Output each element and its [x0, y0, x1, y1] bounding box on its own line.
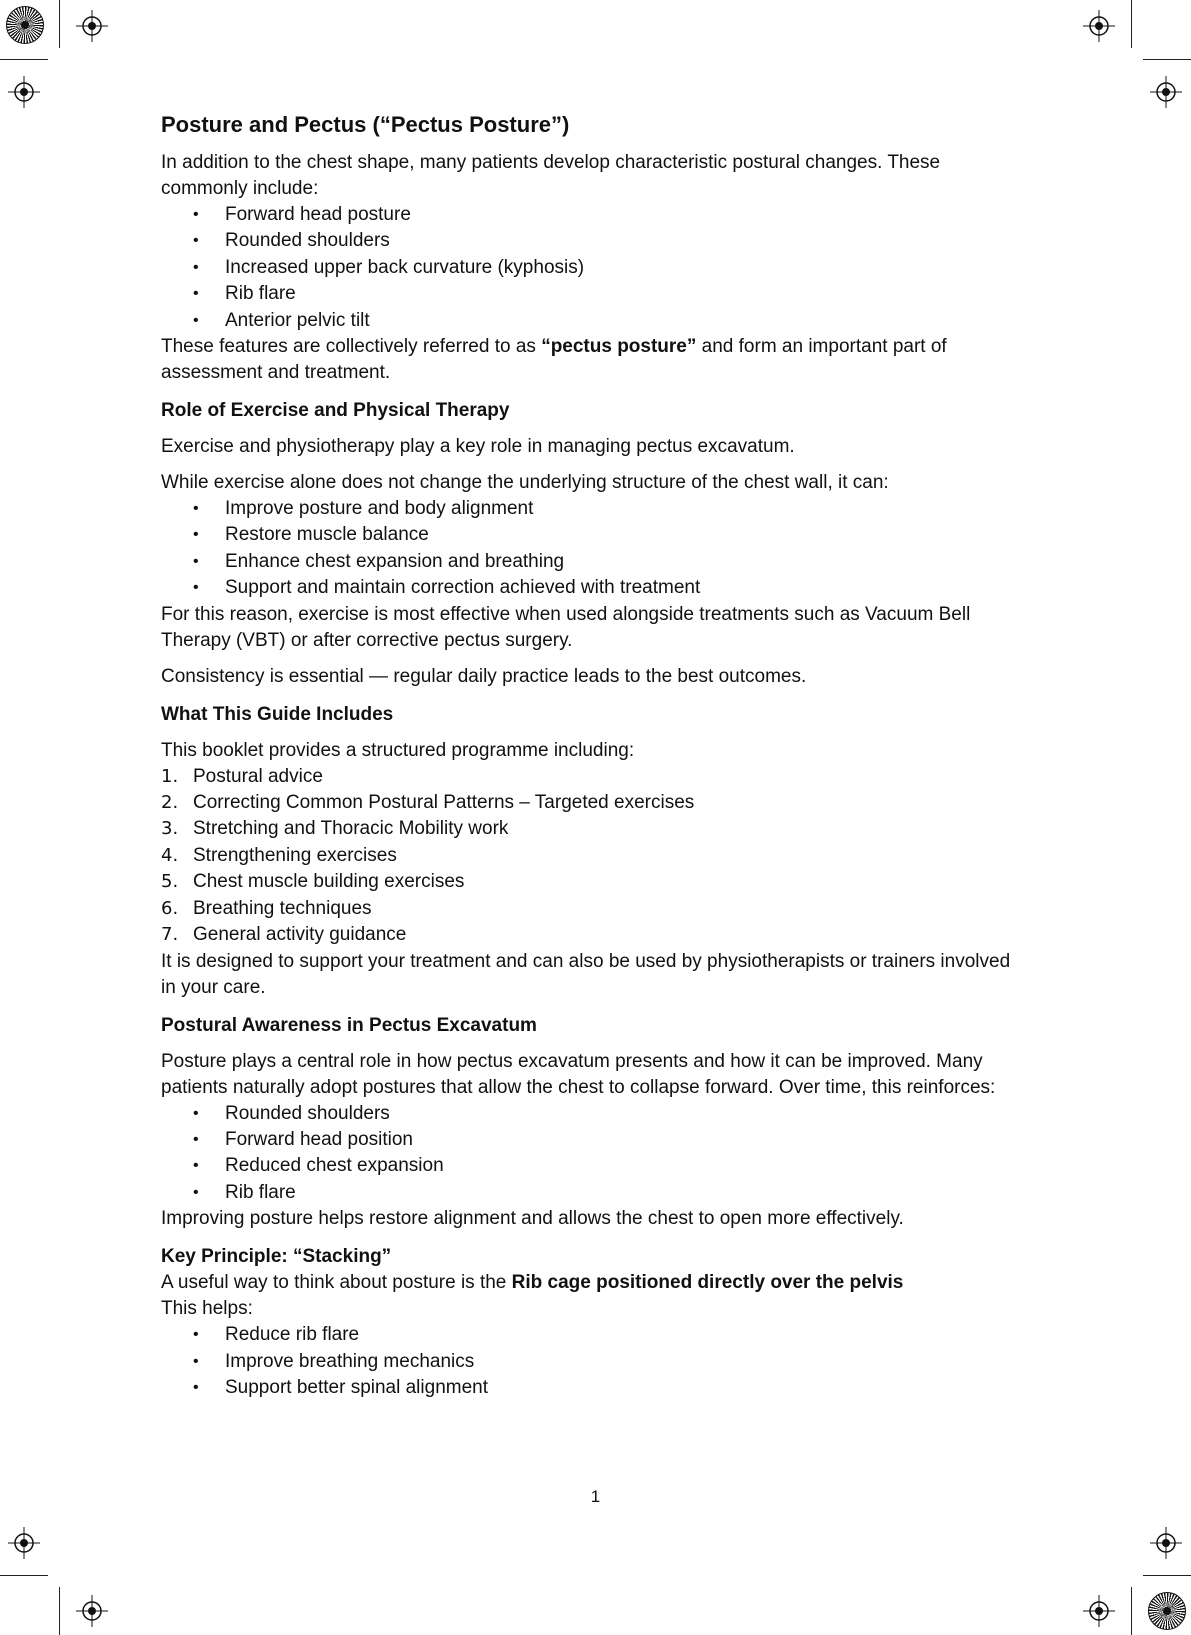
crop-mark [0, 1575, 48, 1576]
list-item: • Rib flare [193, 1180, 1021, 1206]
list-text: Strengthening exercises [193, 844, 397, 866]
list-number: 5. [161, 871, 179, 893]
crosshair-icon [1150, 76, 1182, 108]
section-title-stacking: Key Principle: “Stacking” [161, 1246, 392, 1268]
list-number: 6. [161, 897, 179, 919]
list-item: • Rounded shoulders [193, 228, 1021, 254]
crop-mark [1131, 0, 1132, 48]
list-item: • Forward head posture [193, 202, 1021, 228]
section-title-postural-awareness: Postural Awareness in Pectus Excavatum [161, 1014, 537, 1036]
list-item: • Restore muscle balance [193, 522, 1021, 548]
list-item [161, 869, 1021, 895]
numbered-list-programme [161, 764, 1021, 949]
list-number: 2. [161, 792, 179, 814]
paragraph: Exercise and physiotherapy play a key role in managing pectus excavatum. [161, 436, 795, 458]
bullet-list-exercise-benefits [161, 496, 1021, 602]
list-number: 4. [161, 844, 179, 866]
text-run: A useful way to think about posture is the [161, 1272, 512, 1294]
crosshair-icon [8, 1527, 40, 1559]
crosshair-icon [76, 1595, 108, 1627]
list-item [161, 764, 1021, 790]
crosshair-icon [1083, 1595, 1115, 1627]
list-item: • Support and maintain correction achieved with treatment [193, 575, 1021, 601]
paragraph: For this reason, exercise is most effective when used alongside treatments such as Vacuum Bell Therapy (VBT) or after corrective pectus surgery. [161, 603, 971, 651]
list-number: 3. [161, 818, 179, 840]
section-title-exercise-role: Role of Exercise and Physical Therapy [161, 400, 510, 422]
paragraph: In addition to the chest shape, many patients develop characteristic postural changes. These commonly include: [161, 152, 941, 199]
list-item: • Forward head position [193, 1127, 1021, 1153]
list-item [161, 843, 1021, 869]
paragraph: It is designed to support your treatment and can also be used by physiotherapists or trainers involved in your care. [161, 950, 1011, 998]
list-text: Stretching and Thoracic Mobility work [193, 818, 509, 840]
list-item [161, 922, 1021, 948]
bold-term: “pectus posture” [541, 336, 697, 358]
list-text: Breathing techniques [193, 897, 372, 919]
crop-mark [0, 59, 48, 60]
paragraph: While exercise alone does not change the underlying structure of the chest wall, it can: [161, 472, 889, 494]
radial-registration-mark-bottom-right [1148, 1592, 1186, 1630]
crop-mark [59, 1587, 60, 1635]
list-text: Postural advice [193, 765, 323, 787]
list-item: • Reduce rib flare [193, 1322, 1021, 1348]
section-title-guide-contents: What This Guide Includes [161, 703, 394, 725]
radial-registration-mark-top-left [6, 6, 44, 44]
list-number: 1. [161, 765, 179, 787]
text-run: and form an important part of assessment and treatment. [161, 336, 947, 384]
crop-mark [1143, 1575, 1191, 1576]
crosshair-icon [1150, 1527, 1182, 1559]
paragraph: This booklet provides a structured programme including: [161, 739, 635, 761]
crosshair-icon [76, 10, 108, 42]
paragraph [161, 334, 1021, 386]
crosshair-icon [1083, 10, 1115, 42]
list-item: • Improve posture and body alignment [193, 496, 1021, 522]
crop-mark [1143, 59, 1191, 60]
paragraph: Improving posture helps restore alignment and allows the chest to open more effectively. [161, 1208, 904, 1230]
section-title-pectus-posture: Posture and Pectus (“Pectus Posture”) [161, 112, 570, 137]
list-number: 7. [161, 924, 179, 946]
paragraph: This helps: [161, 1298, 253, 1320]
list-text: General activity guidance [193, 924, 407, 946]
page-number: 1 [590, 1487, 601, 1506]
list-text: Correcting Common Postural Patterns – Targeted exercises [193, 792, 695, 814]
bullet-list-reinforced-patterns [161, 1101, 1021, 1207]
list-item: • Rib flare [193, 281, 1021, 307]
crosshair-icon [8, 76, 40, 108]
crop-mark [1131, 1587, 1132, 1635]
bold-term: Rib cage positioned directly over the pelvis [511, 1272, 904, 1294]
list-item: • Improve breathing mechanics [193, 1349, 1021, 1375]
list-item: • Anterior pelvic tilt [193, 308, 1021, 334]
text-run: These features are collectively referred to as [161, 336, 542, 358]
bullet-list-stacking-benefits [161, 1322, 1021, 1401]
list-item: • Support better spinal alignment [193, 1375, 1021, 1401]
list-item [161, 790, 1021, 816]
list-item [161, 816, 1021, 842]
document-body [161, 110, 1021, 1401]
paragraph [161, 1270, 1021, 1296]
list-item: • Increased upper back curvature (kyphosis) [193, 255, 1021, 281]
list-item [161, 896, 1021, 922]
paragraph: Posture plays a central role in how pectus excavatum presents and how it can be improved. Many patients naturally adopt postures that allow the chest to collapse forward. Over time, this reinforces: [161, 1050, 996, 1098]
list-item: • Reduced chest expansion [193, 1153, 1021, 1179]
paragraph: Consistency is essential — regular daily practice leads to the best outcomes. [161, 665, 807, 687]
crop-mark [59, 0, 60, 48]
list-item: • Rounded shoulders [193, 1101, 1021, 1127]
list-text: Chest muscle building exercises [193, 871, 465, 893]
bullet-list-postural-changes [161, 202, 1021, 334]
list-item: • Enhance chest expansion and breathing [193, 549, 1021, 575]
